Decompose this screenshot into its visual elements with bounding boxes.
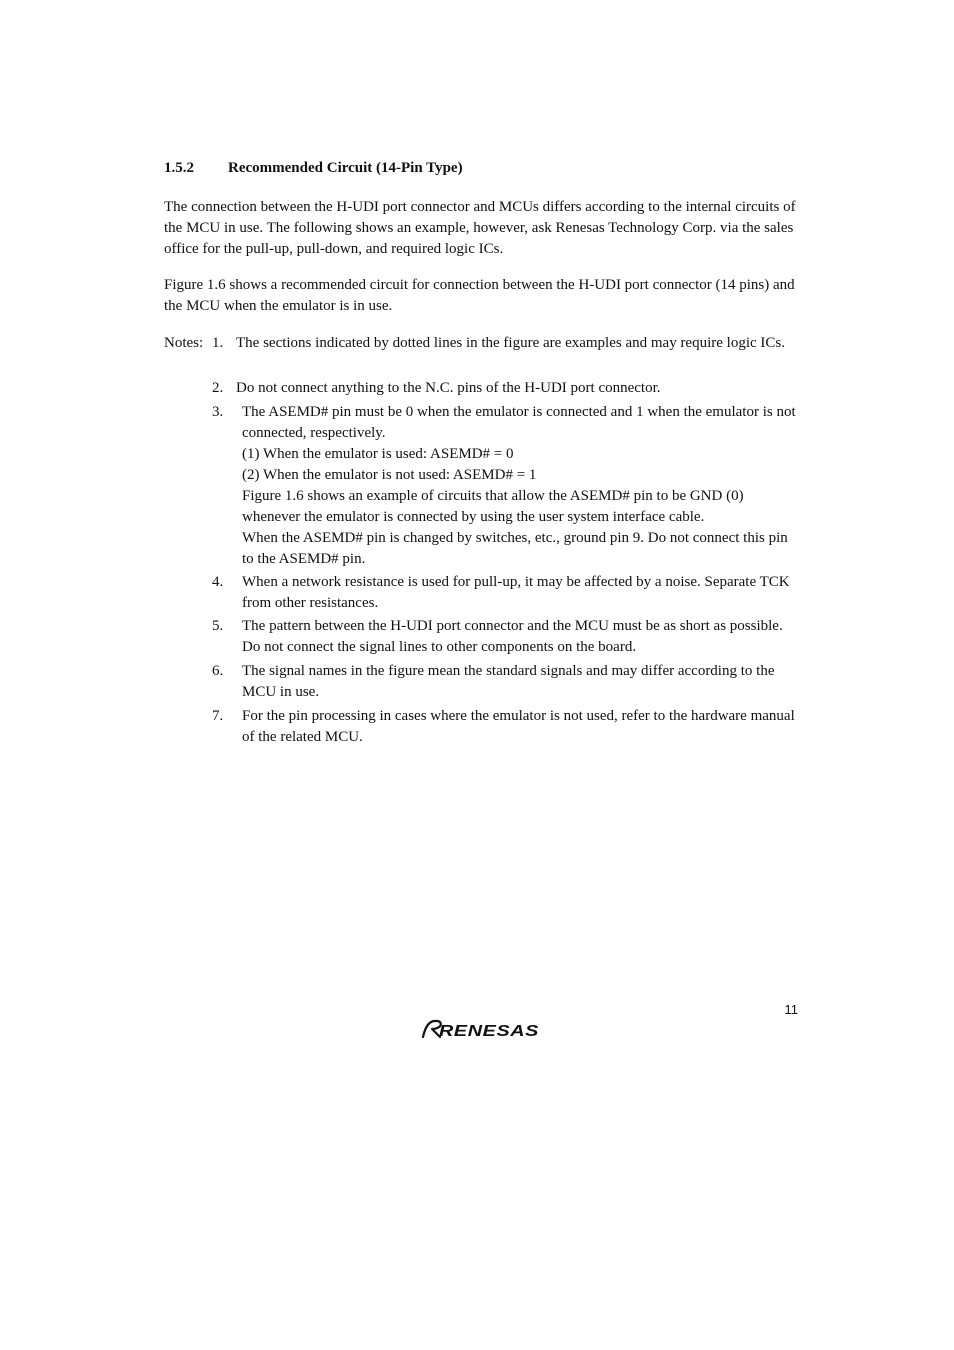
note-item <box>212 661 802 703</box>
note-number: 5. <box>212 618 224 634</box>
note-line: For the pin processing in cases where the emulator is not used, refer to the hardware manual of the related MCU. <box>242 708 795 745</box>
page-number: 11 <box>784 1002 798 1017</box>
note-line: When a network resistance is used for pull-up, it may be affected by a noise. Separate TCK from other resistances. <box>242 574 790 611</box>
note-number: 1. <box>212 335 224 351</box>
note-number: 2. <box>212 380 224 396</box>
note-item <box>212 572 802 614</box>
note-text <box>242 572 802 614</box>
note-number: 7. <box>212 708 224 724</box>
note-text <box>236 333 801 354</box>
note-number: 4. <box>212 574 224 590</box>
note-line: Figure 1.6 shows an example of circuits that allow the ASEMD# pin to be GND (0) whenever the emulator is connected by using the user system interface cable. <box>242 488 744 525</box>
note-text <box>242 706 802 748</box>
note-item <box>212 333 802 375</box>
note-line: The ASEMD# pin must be 0 when the emulator is connected and 1 when the emulator is not connected, respectively. <box>242 404 796 441</box>
note-text <box>242 616 802 658</box>
section-number: 1.5.2 <box>164 160 194 176</box>
section-title: Recommended Circuit (14-Pin Type) <box>228 160 463 176</box>
note-number: 6. <box>212 663 224 679</box>
note-line: (1) When the emulator is used: ASEMD# = 0 <box>242 446 514 462</box>
section-heading <box>164 160 463 177</box>
note-line: When the ASEMD# pin is changed by switches, etc., ground pin 9. Do not connect this pin to the ASEMD# pin. <box>242 530 788 567</box>
logo-text: RENESAS <box>439 1023 539 1040</box>
paragraph-intro: The connection between the H-UDI port connector and MCUs differs according to the internal circuits of the MCU in use. The following shows an example, however, ask Renesas Technology Corp. via the sales office for the pull-up, pull-down, and required logic ICs. <box>164 199 796 257</box>
note-text <box>236 378 801 399</box>
note-number: 3. <box>212 404 224 420</box>
note-item <box>212 706 802 748</box>
paragraph-figure-reference: Figure 1.6 shows a recommended circuit for connection between the H-UDI port connector (14 pins) and the MCU when the emulator is in use. <box>164 277 795 314</box>
note-text <box>242 661 802 703</box>
note-line: Do not connect anything to the N.C. pins of the H-UDI port connector. <box>236 380 661 396</box>
note-line: The sections indicated by dotted lines in the figure are examples and may require logic ICs. <box>236 335 785 351</box>
note-item <box>212 616 802 658</box>
note-line: The pattern between the H-UDI port connector and the MCU must be as short as possible. Do not connect the signal lines to other components on the board. <box>242 618 783 655</box>
note-text <box>242 402 802 570</box>
note-line: The signal names in the figure mean the standard signals and may differ according to the MCU in use. <box>242 663 775 700</box>
renesas-logo <box>420 1016 542 1040</box>
notes-label: Notes: <box>164 335 204 351</box>
note-item <box>212 402 802 570</box>
note-line: (2) When the emulator is not used: ASEMD# = 1 <box>242 467 537 483</box>
note-item <box>212 378 802 399</box>
